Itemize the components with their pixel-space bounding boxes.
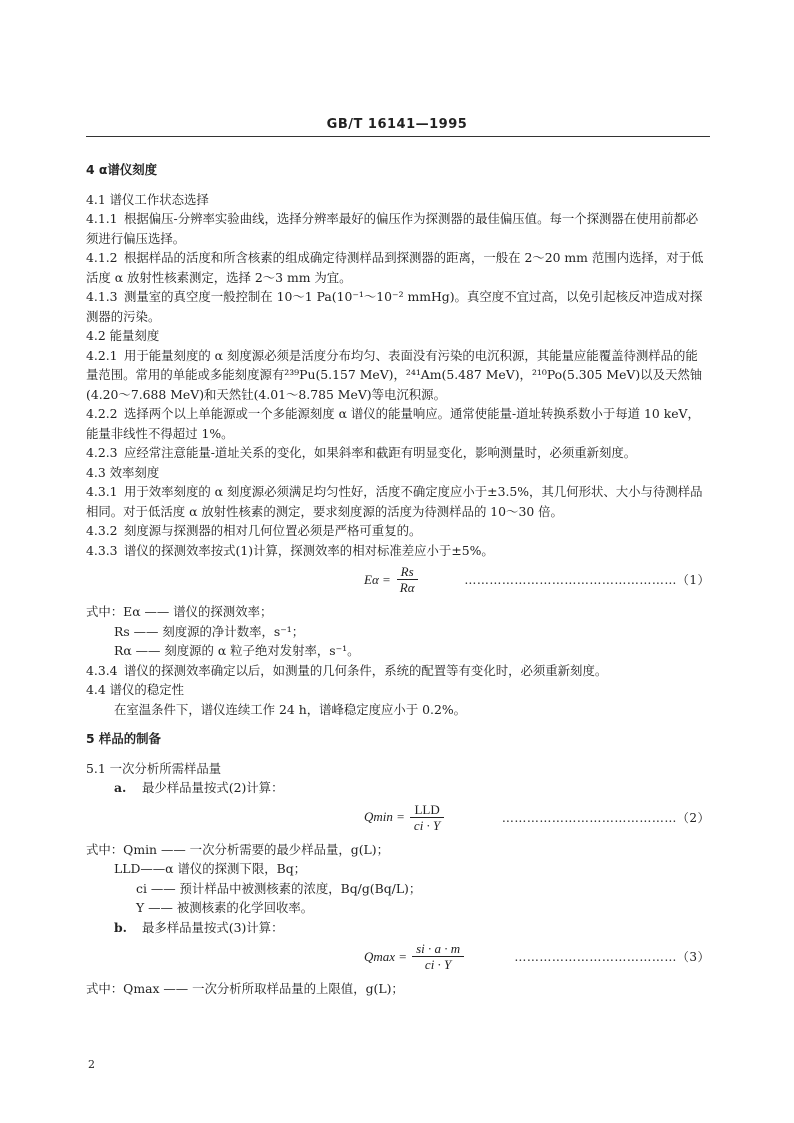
clause-number: 4.3.1	[86, 484, 118, 499]
subsection-4-4-heading: 4.4 谱仪的稳定性	[86, 682, 184, 697]
header-rule	[86, 136, 710, 137]
paragraph-4-1-3	[86, 287, 710, 326]
equation-2	[86, 802, 710, 834]
equation-2-formula	[364, 802, 444, 833]
subsection-4-3-heading: 4.3 效率刻度	[86, 464, 160, 480]
item-label: b.	[114, 919, 127, 935]
equation-3	[86, 941, 710, 973]
where-line: 式中：Qmin —— 一次分析需要的最少样品量，g(L)；	[86, 841, 389, 857]
fraction	[396, 564, 419, 595]
clause-number: 4.3.3	[86, 542, 118, 558]
clause-text: 根据样品的活度和所含核素的组成确定待测样品到探测器的距离，一般在 2～20 mm 范围内选择，对于低活度 α 放射性核素测定，选择 2～3 mm 为宜。	[86, 250, 704, 285]
where-line: Rα —— 刻度源的 α 粒子绝对发射率，s⁻¹。	[114, 643, 360, 658]
clause-number: 4.1.1	[86, 211, 118, 226]
paragraph-4-1-1	[86, 209, 710, 248]
section-5-heading: 5 样品的制备	[86, 731, 161, 746]
fraction	[410, 802, 444, 833]
clause-text: 用于能量刻度的 α 刻度源必须是活度分布均匀、表面没有污染的电沉积源，其能量应能覆盖待测样品的能量范围。常用的单能或多能刻度源有²³⁹Pu(5.157 MeV)，²⁴¹Am(5.487 MeV)，²¹⁰Po(5.305 MeV)以及天然铀(4.20～7.688 MeV)和天然钍(4.01～8.785 MeV)等电沉积源。	[86, 347, 703, 402]
clause-text: 应经常注意能量-道址关系的变化，如果斜率和截距有明显变化，影响测量时，必须重新刻度。	[124, 445, 637, 460]
item-text: 最少样品量按式(2)计算：	[142, 780, 284, 795]
clause-text: 用于效率刻度的 α 刻度源必须满足均匀性好，活度不确定度应小于±3.5%，其几何形状、大小与待测样品相同。对于低活度 α 放射性核素的测定，要求刻度源的活度为待测样品的 10～30 倍。	[86, 484, 703, 519]
paragraph-4-3-2	[86, 521, 710, 541]
clause-number: 4.1.2	[86, 250, 118, 265]
equation-number: ……………………………………………（1）	[464, 573, 710, 587]
where-line: 式中：Qmax —— 一次分析所取样品量的上限值，g(L)；	[86, 981, 404, 996]
paragraph-4-2-3	[86, 443, 710, 463]
item-a	[86, 778, 710, 798]
clause-number: 4.2.3	[86, 445, 118, 460]
clause-text: 测量室的真空度一般控制在 10～1 Pa(10⁻¹～10⁻² mmHg)。真空度不宜过高，以免引起核反冲造成对探测器的污染。	[86, 289, 703, 324]
equation-1	[86, 564, 710, 596]
subsection-4-2-heading: 4.2 能量刻度	[86, 328, 160, 343]
item-b	[86, 918, 710, 938]
clause-number: 4.2.2	[86, 406, 118, 421]
where-line: Y —— 被测核素的化学回收率。	[136, 900, 314, 915]
clause-number: 4.2.1	[86, 347, 118, 363]
clause-number: 4.3.4	[86, 662, 118, 678]
equation-1-formula	[364, 564, 419, 595]
clause-text: 选择两个以上单能源或一个多能源刻度 α 谱仪的能量响应。通常使能量-道址转换系数小于每道 10 keV，能量非线性不得超过 1%。	[86, 406, 700, 441]
subsection-5-1-heading: 5.1 一次分析所需样品量	[86, 760, 222, 776]
fraction-denominator: Rα	[399, 580, 415, 595]
where-line: 式中：Eα —— 谱仪的探测效率；	[86, 604, 273, 619]
section-4-heading: 4 α谱仪刻度	[86, 162, 158, 177]
clause-text: 谱仪的探测效率确定以后，如测量的几何条件，系统的配置等有变化时，必须重新刻度。	[124, 662, 608, 678]
paragraph-4-3-1	[86, 482, 710, 521]
clause-text: 根据偏压-分辨率实验曲线，选择分辨率最好的偏压作为探测器的最佳偏压值。每一个探测器在使用前都必须进行偏压选择。	[86, 211, 699, 246]
clause-number: 4.3.2	[86, 523, 118, 538]
clause-text: 刻度源与探测器的相对几何位置必须是严格可重复的。	[124, 523, 422, 538]
paragraph-4-2-1	[86, 346, 710, 405]
page-number: 2	[88, 1058, 95, 1071]
fraction-numerator: Rs	[397, 564, 418, 580]
paragraph-4-4: 在室温条件下，谱仪连续工作 24 h，谱峰稳定度应小于 0.2%。	[114, 701, 467, 717]
fraction-denominator: ci · Y	[413, 817, 441, 833]
paragraph-4-1-2	[86, 248, 710, 287]
item-text: 最多样品量按式(3)计算：	[142, 919, 284, 935]
clause-text: 谱仪的探测效率按式(1)计算，探测效率的相对标准差应小于±5%。	[124, 542, 494, 558]
item-label: a.	[114, 780, 127, 795]
equation-number: ……………………………………（2）	[501, 810, 710, 825]
fraction	[412, 941, 464, 972]
equation-lhs: Qmin =	[364, 809, 405, 824]
fraction-denominator: ci · Y	[424, 957, 452, 972]
equation-number: …………………………………（3）	[514, 950, 710, 964]
paragraph-4-2-2	[86, 404, 710, 443]
where-line: LLD——α 谱仪的探测下限，Bq；	[114, 861, 307, 876]
clause-number: 4.1.3	[86, 289, 118, 304]
subsection-4-1-heading: 4.1 谱仪工作状态选择	[86, 191, 209, 207]
where-line: ci —— 预计样品中被测核素的浓度，Bq/g(Bq/L)；	[136, 880, 422, 896]
equation-lhs: Qmax =	[364, 948, 408, 964]
page-header: GB/T 16141—1995	[326, 117, 468, 132]
fraction-numerator: si · a · m	[412, 941, 464, 957]
equation-lhs: Eα =	[364, 571, 391, 587]
paragraph-4-3-3	[86, 541, 710, 561]
equation-3-formula	[364, 941, 464, 972]
fraction-numerator: LLD	[410, 802, 443, 818]
where-line: Rs —— 刻度源的净计数率，s⁻¹；	[114, 623, 305, 639]
document-body	[86, 160, 710, 999]
paragraph-4-3-4	[86, 661, 710, 681]
